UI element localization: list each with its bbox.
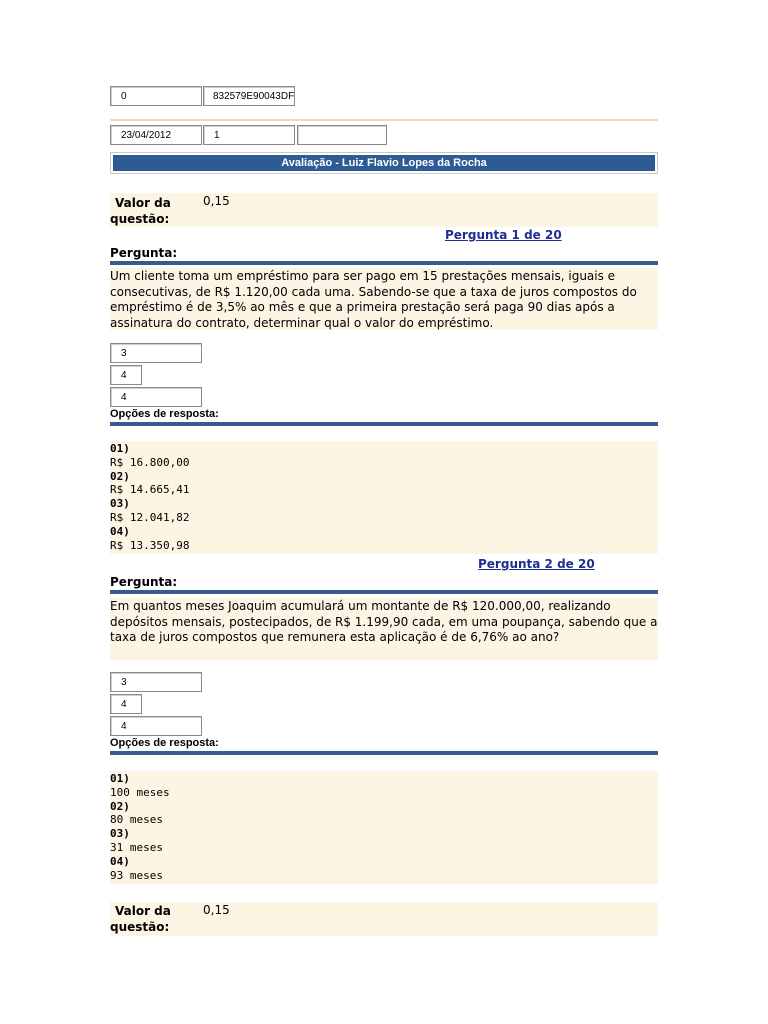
evaluation-title: Avaliação - Luiz Flavio Lopes da Rocha bbox=[113, 155, 655, 171]
option-number: 04) bbox=[110, 524, 130, 538]
answer-options bbox=[110, 441, 658, 554]
header-field-2[interactable]: 832579E90043DF bbox=[203, 86, 295, 106]
option-text: R$ 14.665,41 bbox=[110, 483, 190, 497]
option-text: 80 meses bbox=[110, 813, 163, 827]
question-label: Pergunta: bbox=[110, 246, 178, 260]
header-field-1[interactable]: 0 bbox=[110, 86, 202, 106]
option-text: 93 meses bbox=[110, 868, 163, 882]
option-text: R$ 12.041,82 bbox=[110, 510, 190, 524]
question-text: Um cliente toma um empréstimo para ser pago em 15 prestações mensais, iguais e consecutivas, de R$ 1.120,00 cada uma. Sabendo-se que a taxa de juros compostos do empréstimo é de 3,5% ao mês e que a primeira prestação será paga 90 dias após a assinatura do contrato, determinar qual o valor do empréstimo. bbox=[110, 268, 658, 330]
options-label: Opções de resposta: bbox=[110, 737, 219, 749]
blank-field[interactable] bbox=[297, 125, 387, 145]
question-value-label-line1: Valor da bbox=[115, 904, 171, 918]
answer-field-3[interactable]: 4 bbox=[110, 716, 202, 736]
option-number: 04) bbox=[110, 854, 130, 868]
option-number: 03) bbox=[110, 497, 130, 511]
answer-field-2[interactable]: 4 bbox=[110, 694, 142, 714]
question-value: 0,15 bbox=[203, 194, 230, 208]
answer-options bbox=[110, 771, 658, 884]
question-value-label-line2: questão: bbox=[110, 920, 170, 934]
question-rule bbox=[110, 261, 658, 265]
attempt-field[interactable]: 1 bbox=[203, 125, 295, 145]
question-value-panel bbox=[110, 902, 658, 936]
option-text: R$ 13.350,98 bbox=[110, 538, 190, 552]
option-number: 02) bbox=[110, 799, 130, 813]
options-label: Opções de resposta: bbox=[110, 408, 219, 420]
question-number-link[interactable]: Pergunta 2 de 20 bbox=[478, 557, 595, 571]
question-label: Pergunta: bbox=[110, 575, 178, 589]
answer-field-2[interactable]: 4 bbox=[110, 365, 142, 385]
option-text: R$ 16.800,00 bbox=[110, 455, 190, 469]
question-value: 0,15 bbox=[203, 903, 230, 917]
option-number: 01) bbox=[110, 772, 130, 785]
header-separator bbox=[110, 119, 658, 121]
option-number: 01) bbox=[110, 442, 130, 455]
options-rule bbox=[110, 751, 658, 755]
evaluation-title-bar bbox=[110, 152, 658, 174]
question-text: Em quantos meses Joaquim acumulará um montante de R$ 120.000,00, realizando depósitos mensais, postecipados, de R$ 1.199,90 cada, em uma poupança, sabendo que a taxa de juros compostos que remunera esta aplicação é de 6,76% ao ano? bbox=[110, 598, 658, 660]
option-number: 02) bbox=[110, 469, 130, 483]
answer-field-1[interactable]: 3 bbox=[110, 343, 202, 363]
question-value-label-line2: questão: bbox=[110, 212, 170, 226]
question-value-label-line1: Valor da bbox=[115, 196, 171, 210]
option-text: 100 meses bbox=[110, 785, 170, 799]
date-field[interactable]: 23/04/2012 bbox=[110, 125, 202, 145]
option-number: 03) bbox=[110, 827, 130, 841]
answer-field-1[interactable]: 3 bbox=[110, 672, 202, 692]
question-rule bbox=[110, 590, 658, 594]
question-value-panel bbox=[110, 193, 658, 227]
answer-field-3[interactable]: 4 bbox=[110, 387, 202, 407]
question-number-link[interactable]: Pergunta 1 de 20 bbox=[445, 228, 562, 242]
question-value-label bbox=[110, 903, 171, 935]
option-text: 31 meses bbox=[110, 840, 163, 854]
question-value-label bbox=[110, 195, 171, 227]
options-rule bbox=[110, 422, 658, 426]
